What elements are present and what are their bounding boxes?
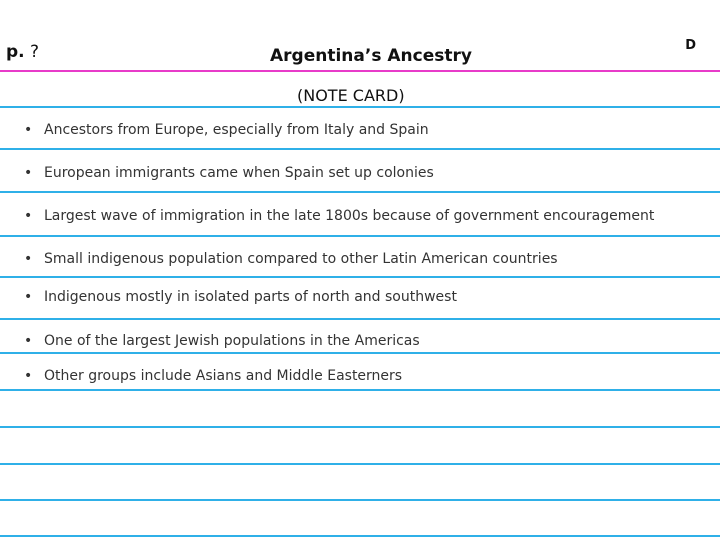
rule-line xyxy=(0,276,720,278)
list-item: • European immigrants came when Spain set up colonies xyxy=(24,165,434,181)
rule-line xyxy=(0,426,720,428)
page-number xyxy=(6,42,39,62)
page-subtitle: (NOTE CARD) xyxy=(297,86,405,105)
page-label: p. xyxy=(6,42,25,62)
rule-line xyxy=(0,535,720,537)
rule-line xyxy=(0,499,720,501)
rule-line xyxy=(0,235,720,237)
rule-line xyxy=(0,106,720,108)
rule-line xyxy=(0,191,720,193)
list-item: • Indigenous mostly in isolated parts of north and southwest xyxy=(24,289,457,305)
rule-line xyxy=(0,352,720,354)
corner-letter: D xyxy=(685,38,696,53)
list-item: • Other groups include Asians and Middle Easterners xyxy=(24,368,403,384)
list-item: • Largest wave of immigration in the late 1800s because of government encouragement xyxy=(24,208,655,224)
rule-line xyxy=(0,463,720,465)
rule-line xyxy=(0,389,720,391)
rule-line xyxy=(0,318,720,320)
rule-line xyxy=(0,148,720,150)
page-value: ? xyxy=(30,42,40,62)
list-item: • Small indigenous population compared to other Latin American countries xyxy=(24,251,558,267)
list-item: • One of the largest Jewish populations in the Americas xyxy=(24,333,420,349)
header-rule-line xyxy=(0,70,720,72)
page-title: Argentina’s Ancestry xyxy=(270,46,472,66)
list-item: • Ancestors from Europe, especially from Italy and Spain xyxy=(24,122,429,138)
